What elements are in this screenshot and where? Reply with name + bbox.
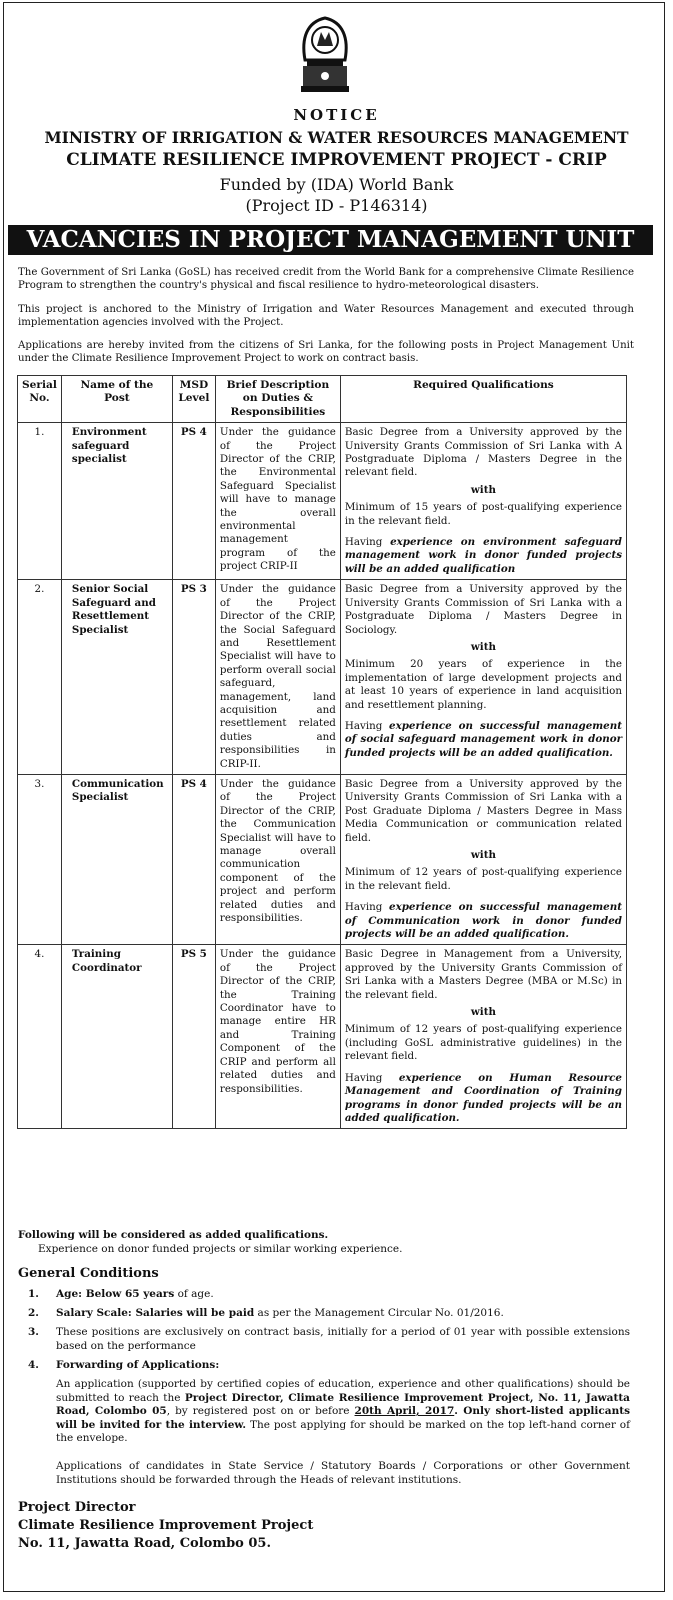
intro-paragraph-2: This project is anchored to the Ministry of Irrigation and Water Resources Management and executed through implementation agencies involved with the Project.: [18, 304, 634, 328]
intro-paragraph-1: The Government of Sri Lanka (GoSL) has received credit from the World Bank for a comprehensive Climate Resilience Program to strengthen the country's physical and fiscal resilience to hydro-meteorological disasters.: [18, 267, 634, 291]
sri-lanka-emblem-icon: [297, 14, 353, 98]
added-prefix: Having: [344, 536, 391, 549]
added-emphasis: experience on successful management of social safeguard management work in donor funded projects will be an added qualification.: [344, 719, 622, 759]
row-serial: 4.: [18, 945, 62, 1129]
header-description: Brief Description on Duties & Responsibilities: [215, 376, 340, 423]
qualification-experience: Minimum of 12 years of post-qualifying experience (including GoSL administrative guidelines) in the relevant field.: [344, 1023, 622, 1063]
condition-label: Forwarding of Applications:: [56, 1359, 220, 1371]
header-qualifications: Required Qualifications: [340, 376, 626, 423]
qualification-added: [345, 1072, 622, 1126]
condition-label: Salary Scale: Salaries will be paid: [56, 1307, 255, 1319]
government-note-text: Applications of candidates in State Service / Statutory Boards / Corporations or other Government Institutions should be forwarded through the Heads of relevant institutions.: [56, 1460, 630, 1486]
table-header-row: [18, 376, 627, 423]
row-post: Senior Social Safeguard and Resettlement Specialist: [61, 580, 172, 775]
table-row: [18, 580, 627, 775]
condition-number: 1.: [28, 1288, 39, 1300]
row-level: PS 3: [172, 580, 215, 775]
signature-title: Project Director: [18, 1500, 136, 1515]
row-level: PS 4: [172, 423, 215, 580]
condition-number: 3.: [28, 1326, 39, 1338]
added-prefix: Having: [344, 901, 390, 914]
row-serial: 2.: [18, 580, 62, 775]
condition-salary: [18, 1307, 630, 1321]
row-serial: 1.: [18, 423, 62, 580]
added-qualifications-heading: Following will be considered as added qualifications.: [18, 1229, 329, 1241]
added-emphasis: experience on Human Resource Management and Coordination of Training programs in donor funded projects will be an added qualification.: [344, 1071, 622, 1124]
shortlist-note: . Only short-listed applicants will be invited for the interview.: [56, 1405, 630, 1431]
qualification-added: [345, 901, 622, 941]
qualification-degree: Basic Degree from a University approved by the University Grants Commission of Sri Lanka with a Post Graduate Diploma / Masters Degree in Mass Media Communication or communication related field.: [344, 777, 622, 844]
qualification-with: with: [470, 640, 496, 653]
row-level: PS 4: [172, 774, 215, 944]
intro-paragraph-3: Applications are hereby invited from the citizens of Sri Lanka, for the following posts in Project Management Unit under the Climate Resilience Improvement Project to work on contract basis.: [18, 340, 634, 364]
condition-age: [18, 1288, 630, 1302]
row-post: Environment safeguard specialist: [61, 423, 172, 580]
added-qualifications-text: Experience on donor funded projects or similar working experience.: [38, 1243, 403, 1255]
signature-address: No. 11, Jawatta Road, Colombo 05.: [18, 1536, 271, 1551]
row-qualifications: [340, 580, 626, 775]
vacancies-table: [17, 375, 627, 1129]
forwarding-text: , by registered post on or before: [166, 1405, 355, 1417]
condition-text: of age.: [174, 1288, 214, 1300]
row-level: PS 5: [172, 945, 215, 1129]
signature-project: Climate Resilience Improvement Project: [18, 1518, 314, 1533]
qualification-with: with: [470, 849, 496, 861]
funded-by: Funded by (IDA) World Bank: [219, 175, 454, 194]
qualification-degree: Basic Degree in Management from a University, approved by the University Grants Commission of Sri Lanka with a Masters Degree (MBA or M.Sc) in the relevant field.: [344, 948, 622, 1001]
closing-date: 20th April, 2017: [354, 1405, 455, 1417]
row-post: Communication Specialist: [61, 774, 172, 944]
header-post: Name of the Post: [61, 376, 172, 423]
added-prefix: Having: [344, 719, 390, 732]
table-row: [18, 774, 627, 944]
qualification-experience: Minimum of 15 years of post-qualifying experience in the relevant field.: [344, 501, 622, 527]
added-prefix: Having: [344, 1071, 399, 1084]
added-emphasis: experience on environment safeguard management work in donor funded projects will be an added qualification: [344, 536, 623, 575]
forwarding-text: An application (supported by certified copies of education, experience and other qualifications) should be submitted to reach the: [56, 1378, 630, 1404]
project-title: CLIMATE RESILIENCE IMPROVEMENT PROJECT - CRIP: [66, 150, 607, 170]
condition-contract: [18, 1326, 630, 1353]
project-id: (Project ID - P146314): [245, 196, 428, 215]
condition-forwarding: [18, 1359, 630, 1373]
row-qualifications: [340, 774, 626, 944]
forwarding-instructions: [18, 1378, 630, 1446]
row-description: Under the guidance of the Project Director of the CRIP, the Social Safeguard and Resettlement Specialist will have to perform overall social safeguard, management, land acquisition and resettlement related duties and responsibilities in CRIP-II.: [215, 580, 340, 775]
qualification-added: [345, 536, 622, 576]
vacancies-banner: VACANCIES IN PROJECT MANAGEMENT UNIT: [8, 225, 653, 255]
qualification-experience: Minimum 20 years of experience in the implementation of large development projects and at least 10 years of experience in land acquisition and resettlement planning.: [344, 658, 622, 711]
government-applicants-note: [18, 1460, 630, 1487]
notice-title: NOTICE: [293, 106, 380, 124]
ministry-title: MINISTRY OF IRRIGATION & WATER RESOURCES MANAGEMENT: [44, 128, 629, 147]
row-qualifications: [340, 945, 626, 1129]
qualification-experience: Minimum of 12 years of post-qualifying experience in the relevant field.: [344, 866, 622, 892]
qualification-with: with: [470, 1006, 496, 1019]
condition-text: as per the Management Circular No. 01/2016.: [254, 1307, 504, 1319]
condition-number: 4.: [28, 1359, 39, 1371]
condition-label: Age: Below 65 years: [56, 1288, 175, 1300]
condition-text: These positions are exclusively on contract basis, initially for a period of 01 year with possible extensions based on the performance: [56, 1326, 630, 1352]
added-emphasis: experience on successful management of Communication work in donor funded projects will be an added qualification.: [344, 901, 622, 941]
header-level: MSD Level: [172, 376, 215, 423]
qualification-added: [345, 720, 622, 760]
condition-number: 2.: [28, 1307, 39, 1319]
table-row: [18, 945, 627, 1129]
row-serial: 3.: [18, 774, 62, 944]
row-post: Training Coordinator: [61, 945, 172, 1129]
row-qualifications: [340, 423, 626, 580]
table-row: [18, 423, 627, 580]
header-serial: Serial No.: [18, 376, 62, 423]
qualification-degree: Basic Degree from a University approved by the University Grants Commission of Sri Lanka with a Postgraduate Diploma / Masters Degree in Sociology.: [344, 583, 622, 636]
row-description: Under the guidance of the Project Director of the CRIP, the Training Coordinator have to manage entire HR and Training Component of the CRIP and perform all related duties and responsibilities.: [215, 945, 340, 1129]
forwarding-address: Project Director, Climate Resilience Improvement Project, No. 11, Jawatta Road, Colombo 05: [56, 1391, 630, 1417]
qualification-with: with: [470, 483, 496, 496]
general-conditions-heading: General Conditions: [18, 1266, 159, 1281]
qualification-degree: Basic Degree from a University approved by the University Grants Commission of Sri Lanka with A Postgraduate Diploma / Masters Degree in the relevant field.: [344, 426, 622, 479]
row-description: Under the guidance of the Project Director of the CRIP, the Environmental Safeguard Specialist will have to manage the overall environmental management program of the project CRIP-II: [215, 423, 340, 580]
row-description: Under the guidance of the Project Director of the CRIP, the Communication Specialist will have to manage overall communication component of the project and perform related duties and responsibilities.: [215, 774, 340, 944]
forwarding-text: The post applying for should be marked on the top left-hand corner of the envelope.: [56, 1418, 630, 1444]
